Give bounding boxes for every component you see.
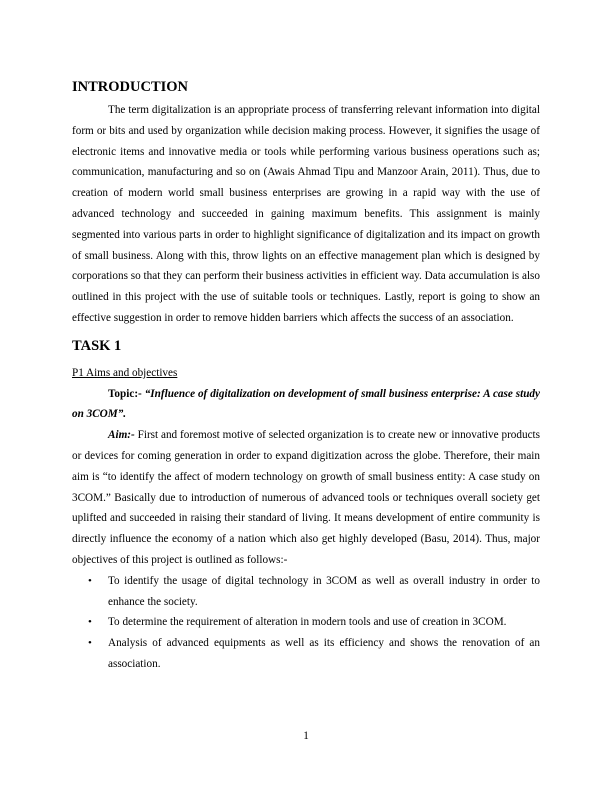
- objective-text: To determine the requirement of alteration in modern tools and use of creation in 3COM.: [108, 616, 507, 629]
- aim-paragraph: [72, 425, 540, 571]
- objectives-list: [72, 571, 540, 675]
- list-item: [72, 633, 540, 675]
- list-item: [72, 571, 540, 613]
- objective-text: To identify the usage of digital technology in 3COM as well as overall industry in order to enhance the society.: [108, 574, 540, 608]
- document-page: [72, 78, 540, 675]
- list-item: [72, 612, 540, 633]
- aims-objectives-subheading: P1 Aims and objectives: [72, 366, 178, 379]
- page-number: 1: [303, 730, 309, 742]
- task1-heading: TASK 1: [72, 337, 122, 354]
- bullet-icon: •: [88, 637, 92, 650]
- aim-label: Aim:-: [108, 429, 135, 442]
- introduction-heading: INTRODUCTION: [72, 79, 189, 95]
- topic-text: “Influence of digitalization on development of small business enterprise: A case study on 3COM”.: [72, 387, 540, 421]
- bullet-icon: •: [88, 616, 92, 629]
- aim-text: First and foremost motive of selected organization is to create new or innovative products or devices for coming generation in order to expand digitization across the globe. Therefore, their main aim is “to identify the affect of modern technology on growth of small business entity: A case study on 3COM.” Basically due to introduction of numerous of advanced tools or techniques overall society get uplifted and succeeded in raising their standard of living. It means development of entire community is directly influence the economy of a nation which also get highly developed (Basu, 2014). Thus, major objectives of this project is outlined as follows:-: [72, 429, 541, 566]
- objective-text: Analysis of advanced equipments as well as its efficiency and shows the renovation of an association.: [108, 637, 540, 670]
- topic-label: Topic:-: [108, 387, 142, 400]
- introduction-paragraph: The term digitalization is an appropriate process of transferring relevant information into digital form or bits and used by organization while decision making process. However, it signifies the usage of electronic items and innovative media or tools while performing various business operations such as; communication, manufacturing and so on (Awais Ahmad Tipu and Manzoor Arain, 2011). Thus, due to creation of modern world small business enterprises are growing in a rapid way with the use of advanced technology and succeeded in gaining maximum benefits. This assignment is mainly segmented into various parts in order to highlight significance of digitalization and its impact on growth of small business. Along with this, throw lights on an effective management plan which is designed by corporations so that they can perform their business activities in efficient way. Data accumulation is also outlined in this project with the use of suitable tools or techniques. Lastly, report is going to show an effective suggestion in order to remove hidden barriers which affects the success of an association.: [72, 104, 540, 324]
- topic-paragraph: [72, 384, 540, 426]
- bullet-icon: •: [88, 574, 92, 587]
